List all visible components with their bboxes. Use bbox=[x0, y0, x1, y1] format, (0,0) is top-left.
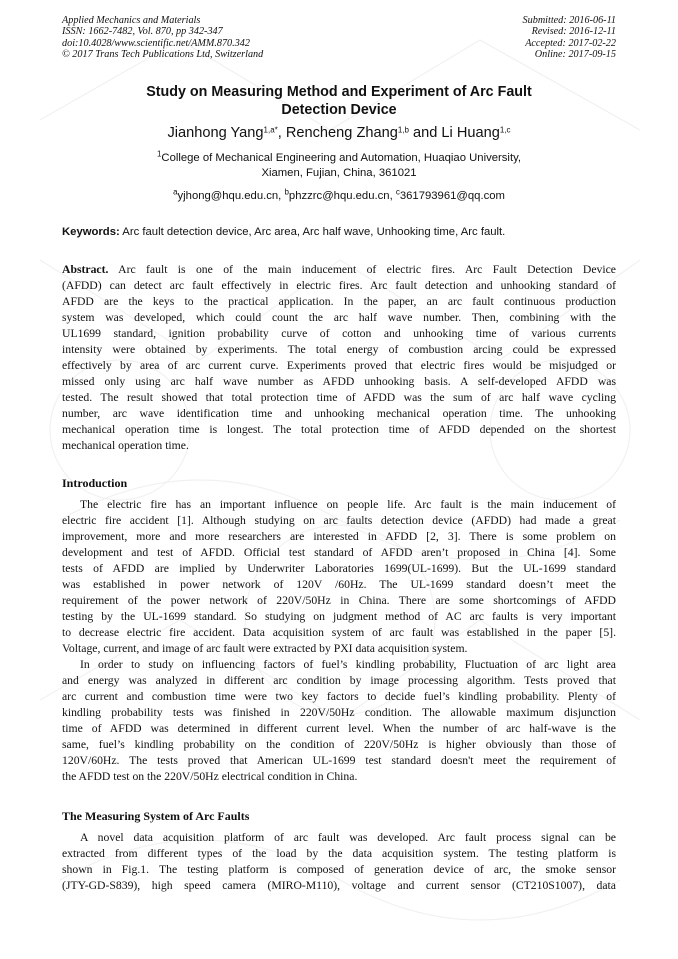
journal-name: Applied Mechanics and Materials bbox=[62, 15, 201, 26]
issn-line: ISSN: 1662-7482, Vol. 870, pp 342-347 bbox=[62, 26, 223, 38]
paragraph-line: development and test of AFDD. Official test standard of AFDD aren’t proposed in China [4]. Some bbox=[62, 546, 616, 559]
doi-line: doi:10.4028/www.scientific.net/AMM.870.342 bbox=[62, 37, 250, 49]
abstract-line: number, arc wave identification time and unhooking mechanical operation time. The unhooking bbox=[62, 407, 616, 420]
title-line: Detection Device bbox=[281, 102, 397, 118]
abstract-text: Arc fault is one of the main inducement of electric fires. Arc Fault Detection Device bbox=[108, 263, 616, 276]
author-affiliation-mark: 1,a* bbox=[263, 125, 278, 135]
abstract-line: UL1699 standard, ignition probability curve of cotton and unhooking time of various currents bbox=[62, 327, 616, 340]
email-address: yjhong@hqu.edu.cn, bbox=[177, 190, 285, 202]
keywords bbox=[62, 225, 616, 240]
email-address: phzzrc@hqu.edu.cn, bbox=[288, 190, 396, 202]
paragraph-line: The electric fire has an important influence on people life. Arc fault is the main inducement of bbox=[80, 498, 616, 511]
paper-title bbox=[62, 83, 616, 119]
section-heading: Introduction bbox=[62, 476, 128, 490]
keywords-label: Keywords: bbox=[62, 226, 120, 238]
abstract-line: AFDD are the keys to the practical application. In the paper, an arc fault continuous production bbox=[62, 295, 616, 308]
abstract-line: effectively by area of arc current curve. Experiments proved that electric fires would be misjudged or bbox=[62, 359, 616, 372]
paragraph-line: time of AFDD was determined in different current level. When the number of arc half-wave is the bbox=[62, 722, 616, 735]
abstract-label: Abstract. bbox=[62, 263, 109, 276]
revised-date: Revised: 2016-12-11 bbox=[531, 26, 616, 38]
paragraph-line: same, fuel’s kindling probability on the condition of 220V/50Hz is higher obviously than those of bbox=[62, 738, 616, 751]
abstract-line: (AFDD) can detect arc fault effectively in electric fires. Arc fault detection and unhooking standard of bbox=[62, 279, 616, 292]
section-heading: The Measuring System of Arc Faults bbox=[62, 809, 250, 823]
paragraph-line: tests of AFDD are implied by Underwriter Laboratories 1699(UL-1699). But the UL-1699 standard bbox=[62, 562, 616, 575]
abstract-line bbox=[62, 262, 616, 278]
paragraph-line: (JTY-GD-S839), high speed camera (MIRO-M110), voltage and current sensor (CT210S1007), data bbox=[62, 879, 616, 892]
affiliation bbox=[62, 151, 616, 181]
email-mark: c bbox=[395, 187, 400, 197]
paragraph-line: A novel data acquisition platform of arc fault was developed. Arc fault process signal can be bbox=[80, 831, 616, 844]
abstract-line: intensity were obtained by experiments. The total energy of combustion arcing could be expressed bbox=[62, 343, 616, 356]
paragraph-line: kindling probability tests was finished in 220V/50Hz condition. The allowable maximum disjunction bbox=[62, 706, 616, 719]
paragraph-line: extracted from different types of the load by the data acquisition system. The testing platform is bbox=[62, 847, 616, 860]
email-mark: a bbox=[173, 187, 178, 197]
author-affiliation-mark: 1,b bbox=[397, 125, 409, 135]
abstract-line: mechanical operation time. bbox=[62, 439, 189, 452]
paragraph-line: Voltage, current, and image of arc fault were extracted by PXI data acquisition system. bbox=[62, 642, 468, 655]
abstract-line: system was developed, which could count the arc half wave number. Then, combining with the bbox=[62, 311, 616, 324]
copyright-line: © 2017 Trans Tech Publications Ltd, Switzerland bbox=[62, 49, 264, 61]
abstract-line: mechanical operation time is longest. The total protection time of AFDD depended on the shortest bbox=[62, 423, 616, 436]
paragraph-line: In order to study on influencing factors of fuel’s kindling probability, Fluctuation of arc light area bbox=[80, 658, 616, 671]
author-list bbox=[62, 124, 616, 142]
email-address: 361793961@qq.com bbox=[399, 190, 505, 202]
author-affiliation-mark: 1,c bbox=[499, 125, 511, 135]
abstract-line: tested. The result showed that total protection time of AFDD was the sum of arc half wave cycling bbox=[62, 391, 616, 404]
paragraph-line: shown in Fig.1. The testing platform is composed of generation device of arc, the smoke sensor bbox=[62, 863, 616, 876]
paragraph-line: was established in power network of 120V /60Hz. The UL-1699 standard doesn’t meet the bbox=[62, 578, 616, 591]
affiliation-mark: 1 bbox=[156, 149, 162, 159]
paragraph-line: requirement of the power network of 220V/50Hz in China. There are some shortcomings of AFDD bbox=[62, 594, 616, 607]
journal-info bbox=[62, 15, 263, 61]
article-dates bbox=[523, 15, 616, 61]
paragraph-line: improvement, more and more researchers are interested in AFDD [2, 3]. There is some problem on bbox=[62, 530, 616, 543]
paragraph-line: arc current and combustion time were two key factors to decide fuel’s kindling probability. Plenty of bbox=[62, 690, 616, 703]
accepted-date: Accepted: 2017-02-22 bbox=[525, 37, 616, 49]
paragraph-line: the AFDD test on the 220V/50Hz electrical condition in China. bbox=[62, 770, 358, 783]
author-name: and Li Huang bbox=[408, 125, 500, 141]
affiliation-line: Xiamen, Fujian, China, 361021 bbox=[261, 167, 417, 179]
submitted-date: Submitted: 2016-06-11 bbox=[522, 15, 616, 26]
email-mark: b bbox=[284, 187, 289, 197]
keywords-text: Arc fault detection device, Arc area, Arc half wave, Unhooking time, Arc fault. bbox=[119, 226, 506, 238]
paragraph-line: to decrease electric fire accident. Data acquisition system of arc fault was established in the paper [5]. bbox=[62, 626, 616, 639]
author-emails bbox=[62, 189, 616, 204]
online-date: Online: 2017-09-15 bbox=[534, 49, 616, 61]
paragraph-line: electric fire accident [1]. Although studying on arc faults detection device (AFDD) had made a great bbox=[62, 514, 616, 527]
title-line: Study on Measuring Method and Experiment of Arc Fault bbox=[146, 84, 532, 100]
author-name: , Rencheng Zhang bbox=[277, 125, 398, 141]
author-name: Jianhong Yang bbox=[167, 125, 264, 141]
abstract-line: missed only using arc half wave number as AFDD unhooking basis. A self-developed AFDD was bbox=[62, 375, 616, 388]
paragraph-line: 120V/60Hz. The tests proved that American UL-1699 test standard doesn't meet the requirement of bbox=[62, 754, 616, 767]
affiliation-line: College of Mechanical Engineering and Automation, Huaqiao University, bbox=[161, 152, 522, 164]
paragraph-line: testing by the UL-1699 standard. So studying on judgment method of AC arc faults is very important bbox=[62, 610, 616, 623]
paragraph-line: and energy was analyzed in different arc condition by image processing algorithm. Tests proved that bbox=[62, 674, 616, 687]
